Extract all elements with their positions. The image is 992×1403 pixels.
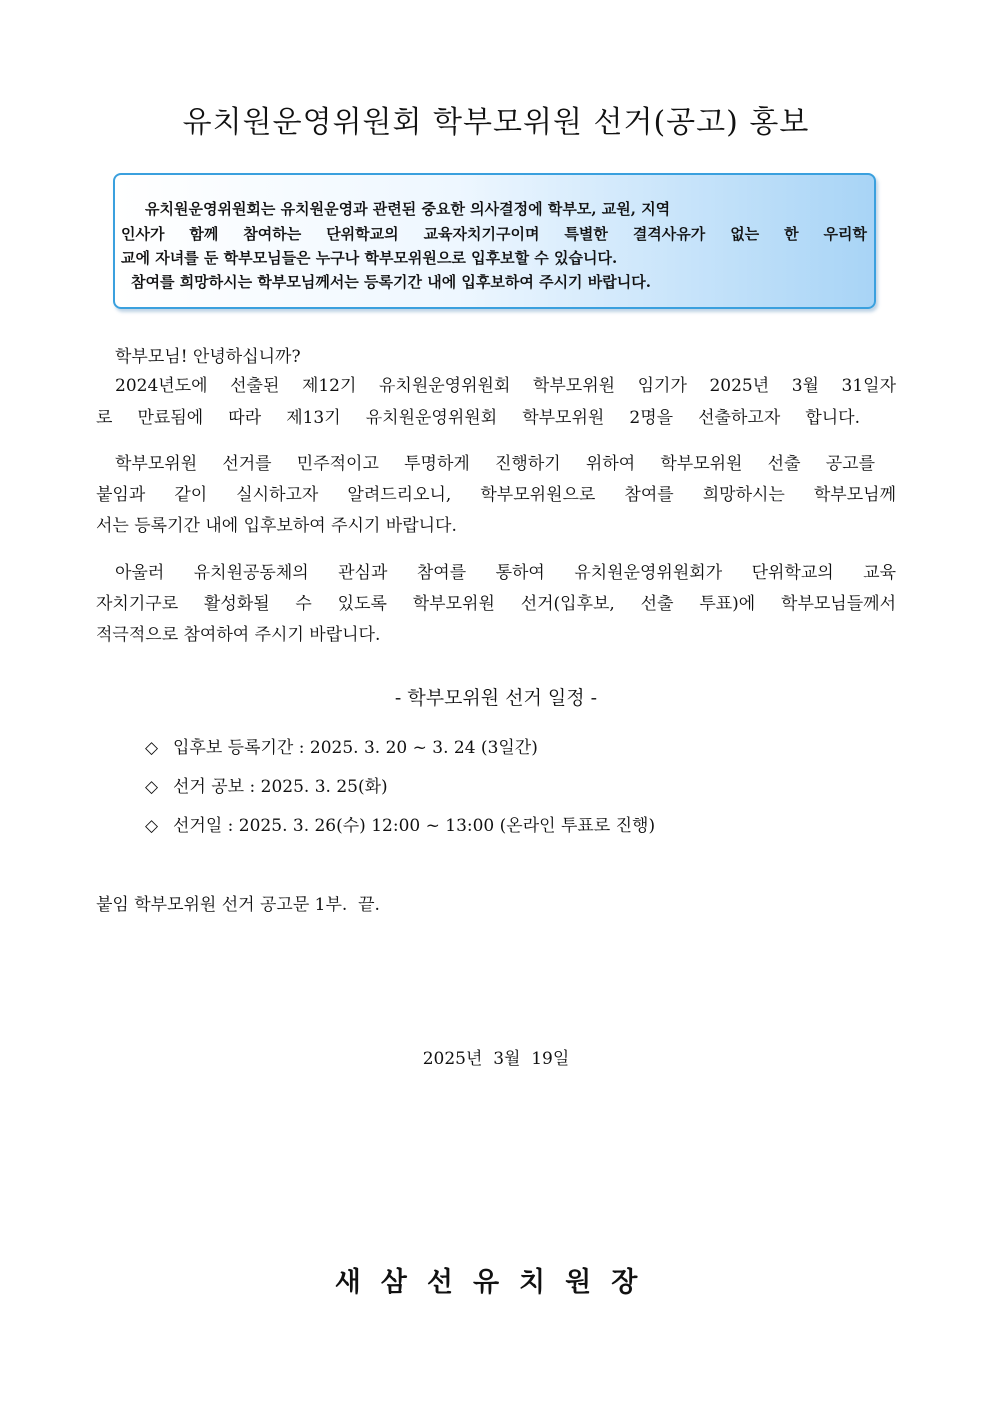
diamond-bullet-icon: ◇ <box>145 738 159 758</box>
diamond-bullet-icon: ◇ <box>145 777 159 797</box>
paragraph-3-line: 자치기구로 활성화될 수 있도록 학부모위원 선거(입후보, 선출 투표)에 학부모님들께서 <box>96 594 896 614</box>
page-title: 유치원운영위원회 학부모위원 선거(공고) 홍보 <box>182 105 810 140</box>
schedule-item-text: 선거 공보 : 2025. 3. 25(화) <box>173 777 388 797</box>
paragraph-2-line: 학부모위원 선거를 민주적이고 투명하게 진행하기 위하여 학부모위원 선출 공고를 <box>115 454 875 474</box>
intro-line: 유치원운영위원회는 유치원운영과 관련된 중요한 의사결정에 학부모, 교원, 지역 <box>145 200 671 218</box>
paragraph-1-line: 로 만료됨에 따라 제13기 유치원운영위원회 학부모위원 2명을 선출하고자 합니다. <box>96 408 860 428</box>
signature: 새삼선유치원장 <box>334 1267 658 1298</box>
schedule-item <box>145 775 388 799</box>
paragraph-1-line: 2024년도에 선출된 제12기 유치원운영위원회 학부모위원 임기가 2025년 3월 31일자 <box>115 376 896 396</box>
diamond-bullet-icon: ◇ <box>145 816 159 836</box>
attachment-note: 붙임 학부모위원 선거 공고문 1부. 끝. <box>96 895 380 915</box>
intro-line: 인사가 함께 참여하는 단위학교의 교육자치기구이며 특별한 결격사유가 없는 한 우리학 <box>121 225 867 243</box>
greeting: 학부모님! 안녕하십니까? <box>115 347 301 367</box>
paragraph-3-line: 아울러 유치원공동체의 관심과 참여를 통하여 유치원운영위원회가 단위학교의 교육 <box>115 563 896 583</box>
intro-line: 참여를 희망하시는 학부모님께서는 등록기간 내에 입후보하여 주시기 바랍니다. <box>131 273 651 291</box>
issue-date: 2025년 3월 19일 <box>422 1049 570 1069</box>
paragraph-2-line: 붙임과 같이 실시하고자 알려드리오니, 학부모위원으로 참여를 희망하시는 학부모님께 <box>96 485 896 505</box>
schedule-item <box>145 736 538 760</box>
schedule-heading: - 학부모위원 선거 일정 - <box>394 687 598 709</box>
intro-line: 교에 자녀를 둔 학부모님들은 누구나 학부모위원으로 입후보할 수 있습니다. <box>121 249 618 267</box>
paragraph-3-line: 적극적으로 참여하여 주시기 바랍니다. <box>96 625 381 645</box>
paragraph-2-line: 서는 등록기간 내에 입후보하여 주시기 바랍니다. <box>96 516 457 536</box>
schedule-item <box>145 814 655 838</box>
schedule-item-text: 입후보 등록기간 : 2025. 3. 20 ~ 3. 24 (3일간) <box>173 738 538 758</box>
schedule-item-text: 선거일 : 2025. 3. 26(수) 12:00 ~ 13:00 (온라인 투표로 진행) <box>173 816 656 836</box>
